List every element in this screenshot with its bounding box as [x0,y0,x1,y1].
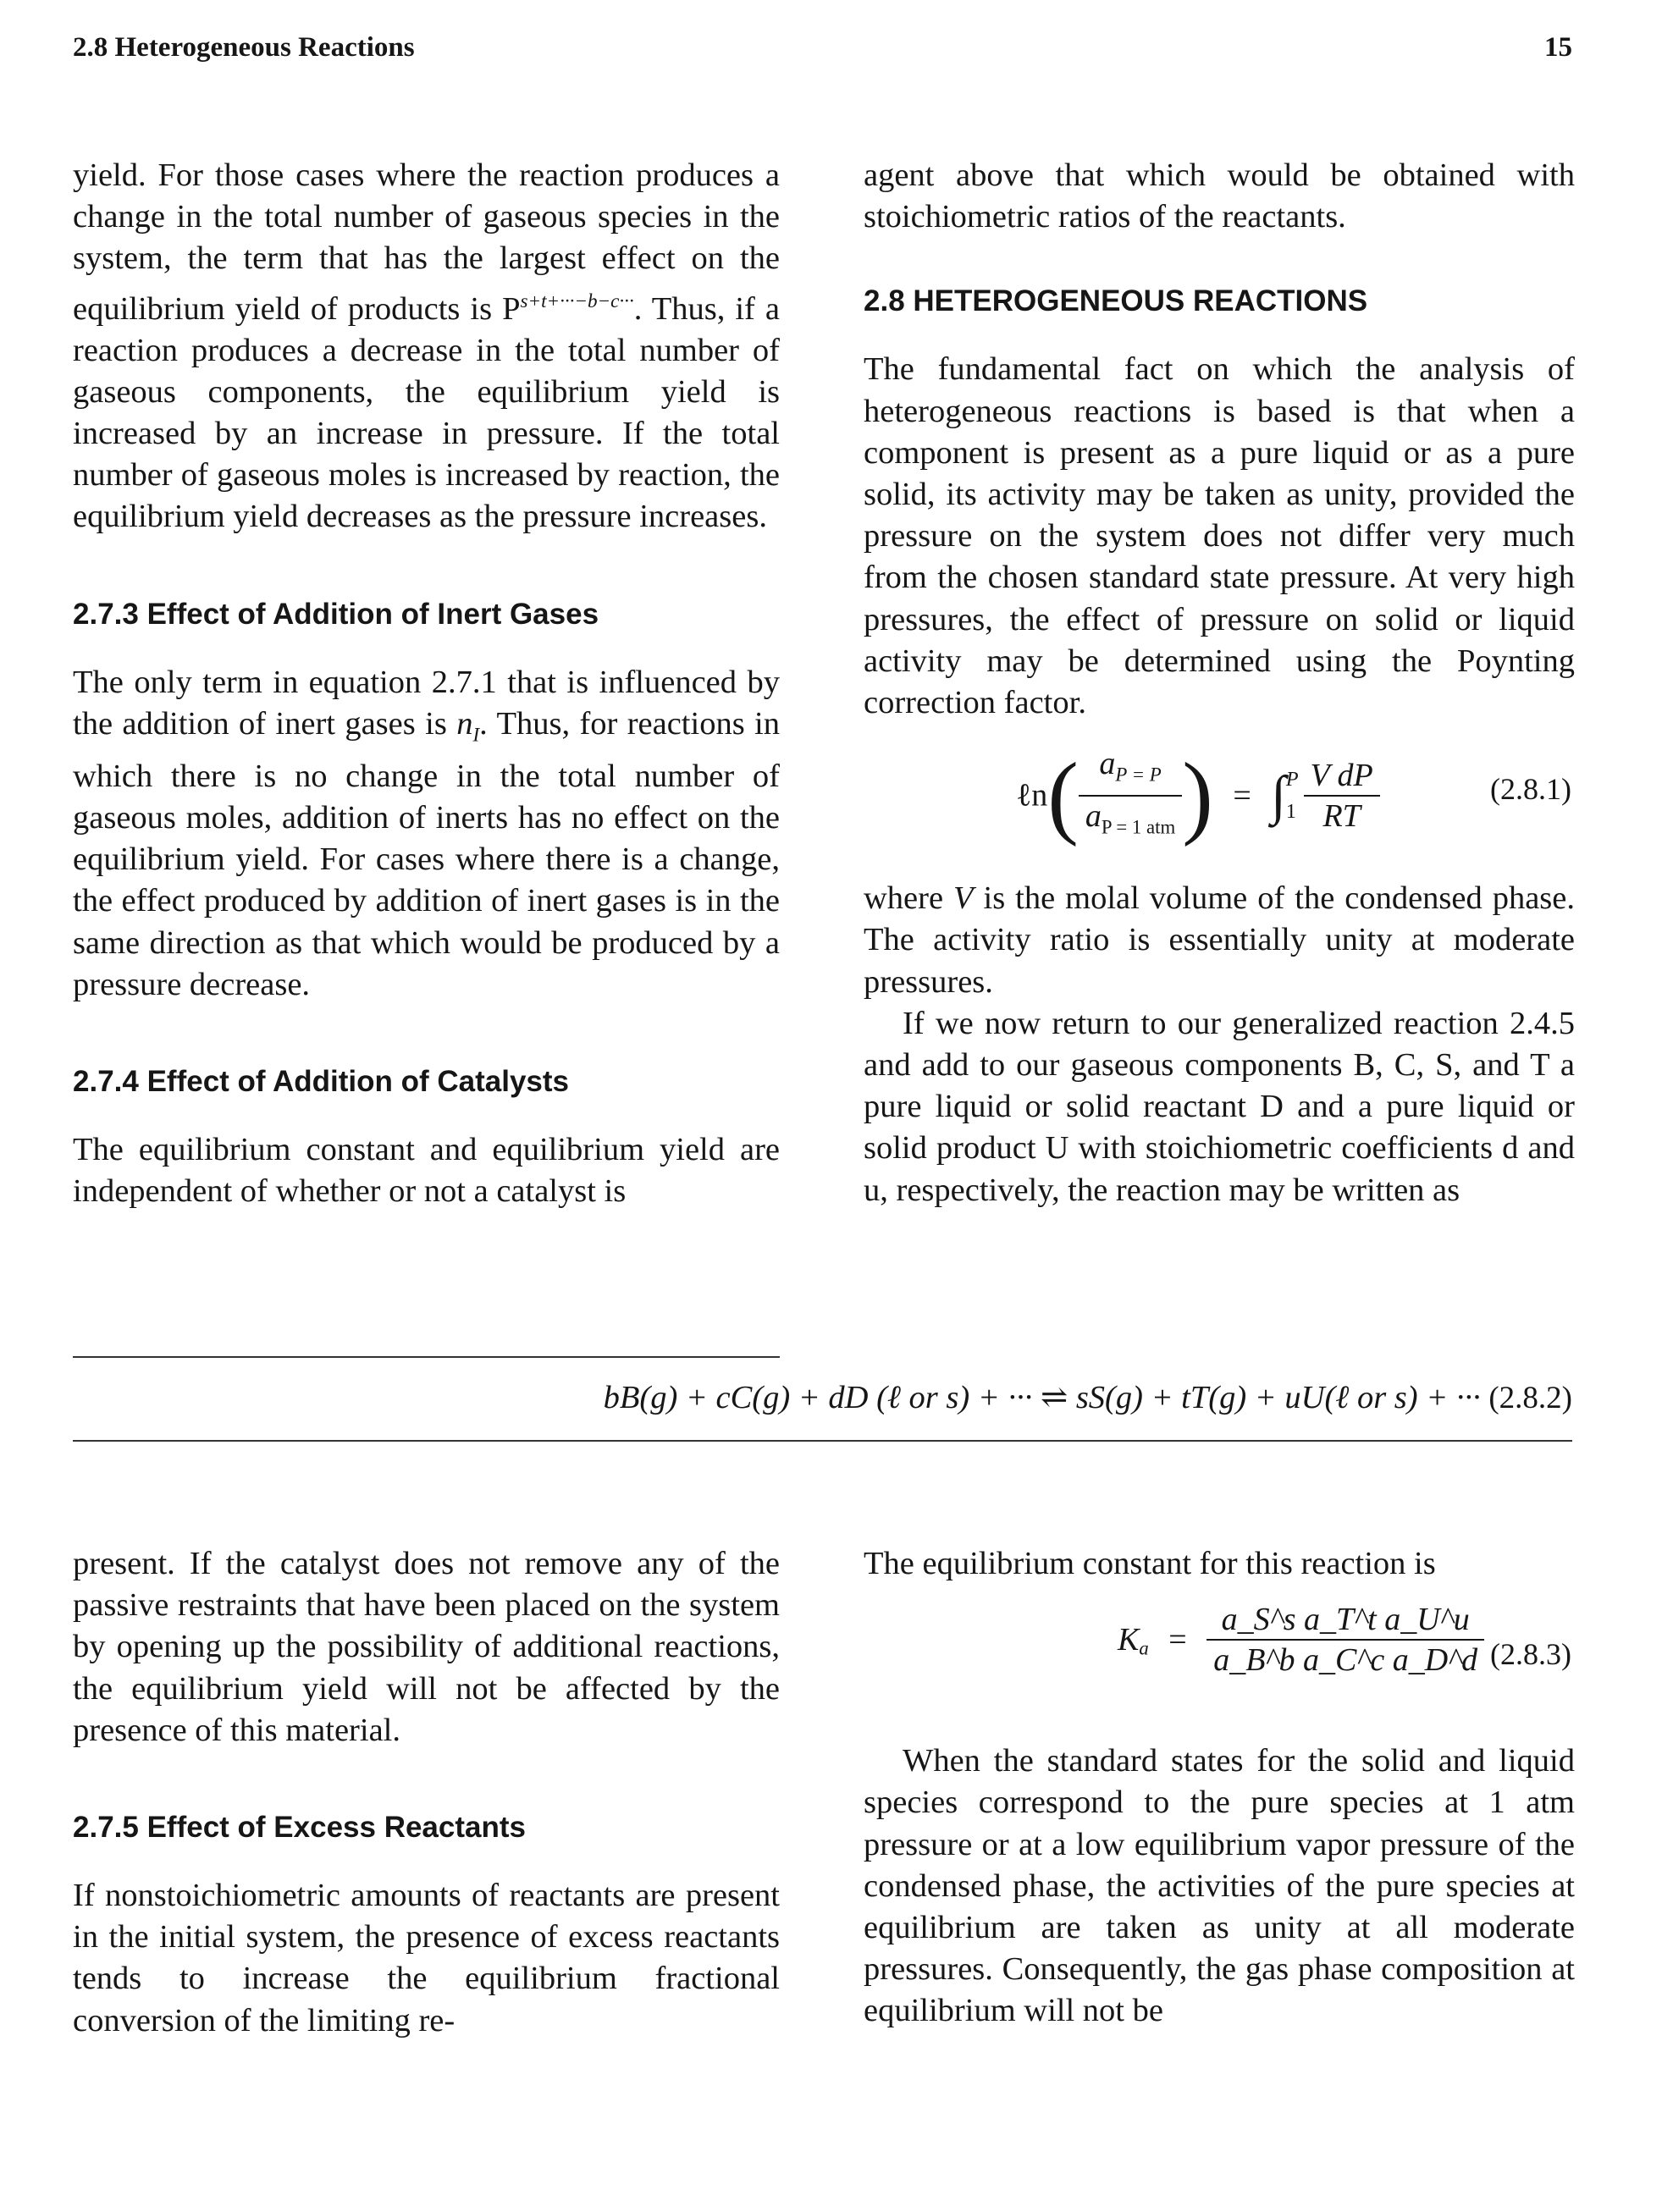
paragraph-standard-states: When the standard states for the solid and liquid species correspond to the pure species at 1 atm pressure or at a low equilibrium vapor pressure of the condensed phase, the activities of the pure species at equilibrium are taken as unity at all moderate pressures. Consequently, the gas phase composition at equilibrium will not be [864,1743,1575,2029]
equation-2-8-2 [73,1377,1572,1419]
paragraph-pressure-effect: yield. For those cases where the reaction produces a change in the total number of gaseous species in the system, the term that has the largest effect on the equilibrium yield of products is $P^{s+t+\cdot\cdot\cdot-b-c\cdot\cdot\cdot}$. Thus, if a reaction produces a decrease in the total number of gaseous components, the equilibrium yield is increased by an increase in pressure. If the total number of gaseous moles is increased by reaction, the equilibrium yield decreases as the pressure increases. [73,157,780,535]
equation-number-2-8-2: (2.8.2) [1488,1381,1572,1415]
paragraph-excess-reactants: If nonstoichiometric amounts of reactants are present in the initial system, the presence of excess reactants tends to increase the equilibrium fractional conversion of the limiting re- [73,1878,780,2038]
equation-number-2-8-1: (2.8.1) [1490,772,1571,807]
paragraph-generalized-reaction: If we now return to our generalized reaction 2.4.5 and add to our gaseous components B, C, S, and T a pure liquid or solid reactant D and a pure liquid or solid product U with stoichiometric coefficients d and u, respectively, the reaction may be written as [864,1005,1575,1208]
paragraph-equilibrium-constant: The equilibrium constant for this reaction is [864,1546,1436,1581]
equation-2-8-2-body: bB(g) + cC(g) + dD (ℓ or s) + ··· ⇌ sS(g) + tT(g) + uU(ℓ or s) + ··· [603,1380,1481,1415]
eq-2-8-3-numerator: a_S^s a_T^t a_U^u [1206,1600,1484,1641]
left-column-bottom [73,1543,780,2042]
heading-2-7-3: 2.7.3 Effect of Addition of Inert Gases [73,597,599,631]
left-column-top [73,155,780,1212]
heading-2-7-5: 2.7.5 Effect of Excess Reactants [73,1811,526,1845]
running-head [73,32,1572,74]
rule-below-equation [73,1440,1572,1442]
paragraph-catalyst-continued: present. If the catalyst does not remove any of the passive restraints that have been placed on the system by opening up the possibility of additional reactions, the equilibrium yield will not be affected by the presence of this material. [73,1546,780,1748]
paragraph-inert-gases: The only term in equation 2.7.1 that is influenced by the addition of inert gases is $n_I$. Thus, for reactions in which there is no change in the total number of gaseous moles, addition of inerts has no effect on the equilibrium yield. For cases where there is a change, the effect produced by addition of inert gases is in the same direction as that which would be produced by a pressure decrease. [73,664,781,1002]
paragraph-catalysts: The equilibrium constant and equilibrium yield are independent of whether or not a catalyst is [73,1131,780,1210]
right-column-bottom [864,1543,1575,2033]
equation-number-2-8-3: (2.8.3) [1490,1637,1571,1672]
equation-2-8-1: ℓn( $\frac{a_{P = P}}{a_{P = 1 atm}}$ ) = ∫ P 1 $\frac{\text{V dP}}{RT}$ (2.8.1) [1016,743,1571,847]
paragraph-excess-agent: agent above that which would be obtained with stoichiometric ratios of the reactants. [864,157,1575,235]
equation-2-8-3: $K_a$ = $\frac{\text{a\_S\textasciicircum{}s a\_T\textasciicircum{}t a\_U\textasciicircum{}u}}{\text{a\_B\textasciicircum{}b a\_C\textasciicircum{}c a\_D\textasciicircum{}d}}$ (2.8.3) [1118,1602,1571,1679]
pressure-exponent: s+t+···−b−c··· [520,289,634,312]
paragraph-molal-volume: where V is the molal volume of the condensed phase. The activity ratio is essentially unity at moderate pressures. [864,880,1575,1000]
heading-2-7-4: 2.7.4 Effect of Addition of Catalysts [73,1064,570,1098]
running-head-title: 2.8 Heterogeneous Reactions [73,32,415,63]
heading-2-8: 2.8 HETEROGENEOUS REACTIONS [864,284,1368,318]
right-column-top [864,155,1575,1211]
rule-above-equation [73,1356,780,1358]
paragraph-heterogeneous: The fundamental fact on which the analysis of heterogeneous reactions is based is that when a component is present as a pure liquid or as a pure solid, its activity may be taken as unity, provided the pressure on the system does not differ very much from the chosen standard state pressure. At very high pressures, the effect of pressure on solid or liquid activity may be determined using the Poynting correction factor. [864,351,1575,721]
page-number: 15 [1544,32,1572,63]
eq-2-8-3-denominator: a_B^b a_C^c a_D^d [1213,1642,1478,1679]
